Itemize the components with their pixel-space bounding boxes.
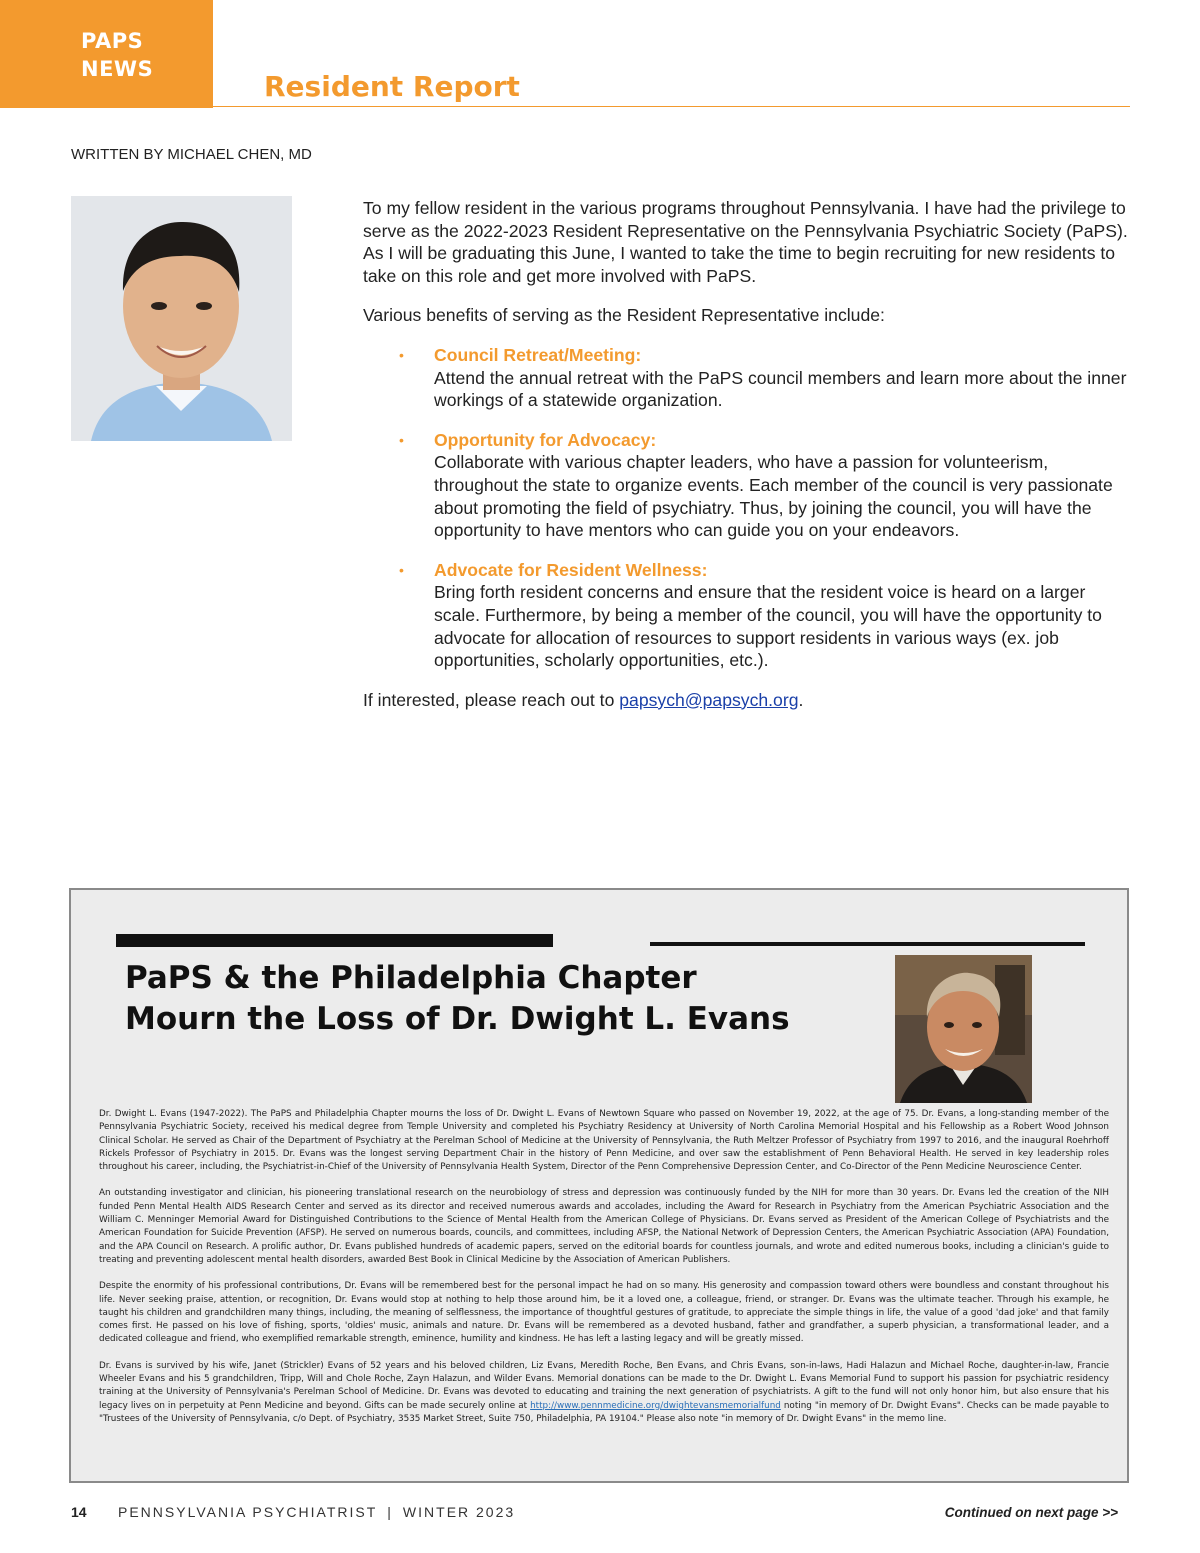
bullet-icon: •: [399, 561, 404, 578]
memorial-paragraph: [99, 1360, 1109, 1426]
paps-news-tab: [0, 0, 213, 108]
memorial-text: [99, 1108, 1109, 1439]
contact-email-link[interactable]: papsych@papsych.org: [619, 689, 799, 710]
bullet-icon: •: [399, 346, 404, 363]
publication-name: PENNSYLVANIA PSYCHIATRIST: [118, 1504, 378, 1520]
title-divider: [213, 106, 1130, 107]
continued-link[interactable]: Continued on next page >>: [944, 1505, 1118, 1520]
footer-separator: |: [387, 1504, 393, 1520]
memorial-box: [69, 888, 1129, 1483]
benefit-title: Advocate for Resident Wellness:: [434, 559, 708, 580]
bullet-icon: •: [399, 431, 404, 448]
memorial-title: [125, 958, 825, 1040]
issue-label: WINTER 2023: [402, 1504, 516, 1520]
memorial-title-line1: PaPS & the Philadelphia Chapter: [125, 960, 697, 996]
benefits-intro: Various benefits of serving as the Resident Representative include:: [363, 305, 885, 326]
benefit-description: Collaborate with various chapter leaders, who have a passion for volunteerism, throughout the state to organize events. Each member of the council is very passionate about promoting the field of psychiatry. Thus, by joining the council, you will have the opportunity to have mentors who can guide you on your endeavors.: [434, 452, 1113, 541]
evans-photo-image: [895, 955, 1032, 1103]
article-intro: To my fellow resident in the various programs throughout Pennsylvania. I have had the privilege to serve as the 2022-2023 Resident Representative on the Pennsylvania Psychiatric Society (PaPS). As I will be graduating this June, I wanted to take the time to begin recruiting for new residents to take on this role and get more involved with PaPS.: [363, 198, 1128, 286]
benefit-description: Bring forth resident concerns and ensure that the resident voice is heard on a larger scale. Furthermore, by being a member of the council, you will have the opportunity to advocate for allocation of resources to support residents in various ways (ex. job opportunities, scholarly opportunities, etc.).: [434, 582, 1102, 671]
benefit-title: Opportunity for Advocacy:: [434, 429, 657, 450]
benefits-list: [363, 344, 1133, 672]
page-number: 14: [71, 1504, 87, 1520]
author-byline: WRITTEN BY MICHAEL CHEN, MD: [71, 146, 312, 163]
list-item: [363, 344, 1133, 412]
memorial-paragraph: Dr. Dwight L. Evans (1947-2022). The PaPS and Philadelphia Chapter mourns the loss of Dr. Dwight L. Evans of Newtown Square who passed on November 19, 2022, at the age of 75. Dr. Evans, a long-standing member of the Pennsylvania Psychiatric Society, received his medical degree from Temple University and completed his Psychiatry Residency at University of North Carolina Memorial Hospital and his Fellowship as a Robert Wood Johnson Clinical Scholar. He served as Chair of the Department of Psychiatry at the Perelman School of Medicine at the University of Pennsylvania, the Ruth Meltzer Professor of Psychiatry from 1997 to 2016, and the inaugural Roehrhoff Rickels Professor of Psychiatry in 2015. Dr. Evans was the longest serving Department Chair in the history of Penn Medicine, and over saw the establishment of Penn Behavioral Health. He served in key leadership roles throughout his career, including, the Psychiatrist-in-Chief of the University of Pennsylvania Health System, Director of the Penn Comprehensive Depression Center, and Co-Director of the Penn Medicine Neuroscience Center.: [99, 1109, 1109, 1173]
memorial-paragraph: Despite the enormity of his professional contributions, Dr. Evans will be remembered best for the personal impact he had on so many. His generosity and compassion toward others were boundless and constant throughout his life. Never seeking praise, attention, or recognition, Dr. Evans would stop at nothing to help those around him, be it a loved one, a colleague, friend, or stranger. Dr. Evans was the ultimate teacher. Through his example, he taught his children and grandchildren many things, including, the meaning of selflessness, the importance of thoughtful gestures of gratitude, to appreciate the simple things in life, the value of a good 'dad joke' and that family comes first. He passed on his love of fishing, sports, 'oldies' music, animals and nature. Dr. Evans will be remembered as a devoted husband, father and grandfather, a superb physician, a transformational leader, and a dedicated colleague and friend, who exemplified remarkable strength, eminence, humility and kindness. He has left a lasting legacy and will be greatly missed.: [99, 1281, 1109, 1345]
author-photo-image: [71, 196, 292, 441]
closing-suffix: .: [798, 689, 804, 710]
benefit-title: Council Retreat/Meeting:: [434, 344, 642, 365]
memorial-paragraph: An outstanding investigator and clinician, his pioneering translational research on the neurobiology of stress and depression was continuously funded by the NIH for more than 30 years. Dr. Evans led the creation of the NIH funded Penn Mental Health AIDS Research Center and served as its director and received numerous awards and accolades, including the Award for Research in Psychiatry from the American Psychiatric Association and the William C. Menninger Memorial Award for Distinguished Contributions to the Science of Mental Health from the American College of Physicians. Dr. Evans served as President of the American College of Psychiatrists and the American Foundation for Suicide Prevention (AFSP). He served on numerous boards, councils, and committees, including AFSP, the National Network of Depression Centers, the American Psychiatric Association (APA) Foundation, and the APA Council on Research. A prolific author, Dr. Evans published hundreds of academic papers, served on the editorial boards for countless journals, and wrote and edited numerous books, including a clinician's guide to treating and preventing adolescent mental health disorders, awarded Best Book in Clinical Medicine by the Association of American Publishers.: [99, 1188, 1109, 1265]
page-title: Resident Report: [264, 70, 520, 103]
closing-line: [363, 689, 1133, 712]
benefit-description: Attend the annual retreat with the PaPS council members and learn more about the inner workings of a statewide organization.: [434, 367, 1127, 411]
decorative-bar-thick: [116, 934, 553, 947]
memorial-title-line2: Mourn the Loss of Dr. Dwight L. Evans: [125, 1001, 790, 1037]
memorial-paragraph-text: noting "in memory of Dr. Dwight Evans". Checks can be made payable to "Trustees of the University of Pennsylvania, c/o Dept. of Psychiatry, 3535 Market Street, Suite 750, Philadelphia, PA 19104." Please also note "in memory of Dr. Dwight Evans" in the memo line.: [99, 1400, 1109, 1424]
evans-photo: [895, 955, 1032, 1103]
decorative-bar-thin: [650, 942, 1085, 946]
memorial-fund-link[interactable]: http://www.pennmedicine.org/dwightevansmemorialfund: [530, 1400, 781, 1411]
tab-line-paps: PAPS: [81, 29, 144, 53]
memorial-paragraph-text: Dr. Evans is survived by his wife, Janet (Strickler) Evans of 52 years and his beloved children, Liz Evans, Meredith Roche, Ben Evans, and Chris Evans, son-in-laws, Hadi Halazun and Michael Roche, daughter-in-law, Francie Wheeler Evans and his 5 grandchildren, Tripp, Will and Chole Roche, Zayn Halazun, and Wilder Evans. Memorial donations can be made to the Dr. Dwight L. Evans Memorial Fund to support his passion for psychiatric residency training at the University of Pennsylvania's Perelman School of Medicine. Dr. Evans was devoted to educating and training the next generation of psychiatrists. A gift to the fund will not only honor him, but also ensure that his legacy lives on in perpetuity at Penn Medicine and beyond. Gifts can be made securely online at: [99, 1360, 1109, 1411]
list-item: [363, 429, 1133, 542]
list-item: [363, 559, 1133, 672]
publication-line: [118, 1504, 515, 1520]
closing-prefix: If interested, please reach out to: [363, 689, 620, 710]
author-photo: [71, 196, 292, 441]
tab-line-news: NEWS: [81, 57, 154, 81]
article-body: [363, 197, 1133, 728]
